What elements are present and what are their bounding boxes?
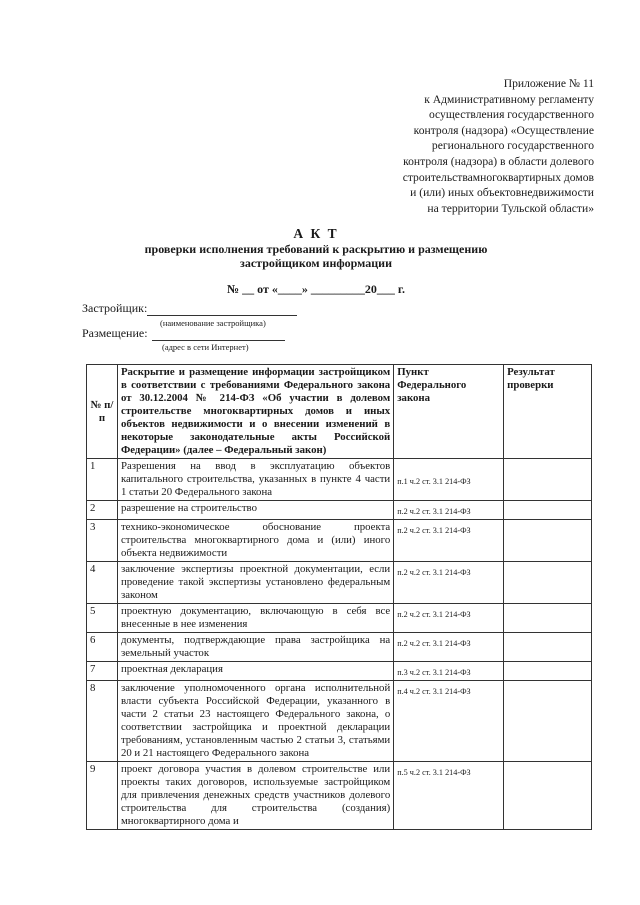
row-desc: проектная декларация xyxy=(117,662,393,681)
appendix-line: и (или) иных объектовнедвижимости xyxy=(410,186,594,200)
appendix-line: на территории Тульской области» xyxy=(427,201,594,215)
row-result xyxy=(504,662,592,681)
appendix-line: строительствамногоквартирных домов xyxy=(402,170,594,184)
row-desc: технико-экономическое обоснование проекта строительства многоквартирного дома и (или) иного объекта недвижимости xyxy=(117,520,393,562)
row-result xyxy=(504,501,592,520)
row-result xyxy=(504,604,592,633)
table-row xyxy=(87,681,592,762)
row-desc: проектную документацию, включающую в себя все внесенные в нее изменения xyxy=(117,604,393,633)
row-result xyxy=(504,459,592,501)
builder-blank-line xyxy=(147,303,297,316)
placement-label: Размещение: xyxy=(82,326,148,340)
appendix-header xyxy=(340,76,594,216)
row-num: 9 xyxy=(87,762,118,830)
row-num: 1 xyxy=(87,459,118,501)
header-num: № п/п xyxy=(87,365,118,459)
row-point: п.5 ч.2 ст. 3.1 214-ФЗ xyxy=(394,762,504,830)
appendix-line: контроля (надзора) «Осуществление xyxy=(413,123,594,137)
row-point: п.1 ч.2 ст. 3.1 214-ФЗ xyxy=(394,459,504,501)
appendix-line: регионального государственного xyxy=(431,139,594,153)
row-result xyxy=(504,762,592,830)
placement-field xyxy=(82,326,285,341)
row-point: п.2 ч.2 ст. 3.1 214-ФЗ xyxy=(394,604,504,633)
row-result xyxy=(504,681,592,762)
row-point: п.2 ч.2 ст. 3.1 214-ФЗ xyxy=(394,562,504,604)
row-result xyxy=(504,520,592,562)
builder-label: Застройщик: xyxy=(82,301,148,315)
act-subtitle-line2: застройщиком информации xyxy=(240,256,392,270)
table-row xyxy=(87,520,592,562)
row-desc: разрешение на строительство xyxy=(117,501,393,520)
row-point: п.2 ч.2 ст. 3.1 214-ФЗ xyxy=(394,520,504,562)
act-subtitle-line1: проверки исполнения требований к раскрытию и размещению xyxy=(144,242,488,256)
placement-hint: (адрес в сети Интернет) xyxy=(162,342,249,352)
table-row xyxy=(87,762,592,830)
row-desc: проект договора участия в долевом строительстве или проекты таких договоров, используемые застройщиком для привлечения денежных средств участников долевого строительства для строительства (создания) многоквартирного дома и xyxy=(117,762,393,830)
row-num: 7 xyxy=(87,662,118,681)
table-row xyxy=(87,562,592,604)
row-point: п.2 ч.2 ст. 3.1 214-ФЗ xyxy=(394,633,504,662)
row-num: 8 xyxy=(87,681,118,762)
act-number-date: № __ от «____» _________20___ г. xyxy=(227,282,405,296)
appendix-line: к Административному регламенту xyxy=(424,92,594,106)
row-num: 4 xyxy=(87,562,118,604)
table-row xyxy=(87,501,592,520)
row-result xyxy=(504,633,592,662)
row-point: п.4 ч.2 ст. 3.1 214-ФЗ xyxy=(394,681,504,762)
row-num: 6 xyxy=(87,633,118,662)
act-title: А К Т xyxy=(293,226,339,241)
header-desc: Раскрытие и размещение информации застройщиком в соответствии с требованиями Федерального закона от 30.12.2004 № 214-ФЗ «Об участии в долевом строительстве многоквартирных домов и иных объектов недвижимости и о внесении изменений в некоторые законодательные акты Российской Федерации» (далее – Федеральный закон) xyxy=(117,365,393,459)
row-desc: заключение экспертизы проектной документации, если проведение такой экспертизы установлено федеральным законом xyxy=(117,562,393,604)
inspection-table xyxy=(86,364,592,830)
header-point: Пункт Федерального закона xyxy=(394,365,504,459)
document-title xyxy=(96,226,536,296)
builder-hint: (наименование застройщика) xyxy=(160,318,266,328)
header-result: Результат проверки xyxy=(504,365,592,459)
placement-blank-line xyxy=(152,328,285,341)
row-num: 2 xyxy=(87,501,118,520)
appendix-line: контроля (надзора) в области долевого xyxy=(403,154,594,168)
row-desc: Разрешения на ввод в эксплуатацию объектов капитального строительства, указанных в пункте 4 части 1 статьи 20 Федерального закона xyxy=(117,459,393,501)
row-point: п.2 ч.2 ст. 3.1 214-ФЗ xyxy=(394,501,504,520)
table-row xyxy=(87,604,592,633)
appendix-line: осуществления государственного xyxy=(428,108,594,122)
builder-field xyxy=(82,301,297,316)
table-row xyxy=(87,662,592,681)
row-num: 3 xyxy=(87,520,118,562)
row-result xyxy=(504,562,592,604)
row-point: п.3 ч.2 ст. 3.1 214-ФЗ xyxy=(394,662,504,681)
row-desc: заключение уполномоченного органа исполнительной власти субъекта Российской Федерации, указанного в части 2 статьи 23 настоящего Федерального закона, о соответствии застройщика и проектной декларации требованиям, установленным частью 2 статьи 3, статьями 20 и 21 настоящего Федерального закона xyxy=(117,681,393,762)
row-desc: документы, подтверждающие права застройщика на земельный участок xyxy=(117,633,393,662)
appendix-line: Приложение № 11 xyxy=(503,77,594,90)
table-header-row xyxy=(87,365,592,459)
table-row xyxy=(87,459,592,501)
row-num: 5 xyxy=(87,604,118,633)
table-row xyxy=(87,633,592,662)
